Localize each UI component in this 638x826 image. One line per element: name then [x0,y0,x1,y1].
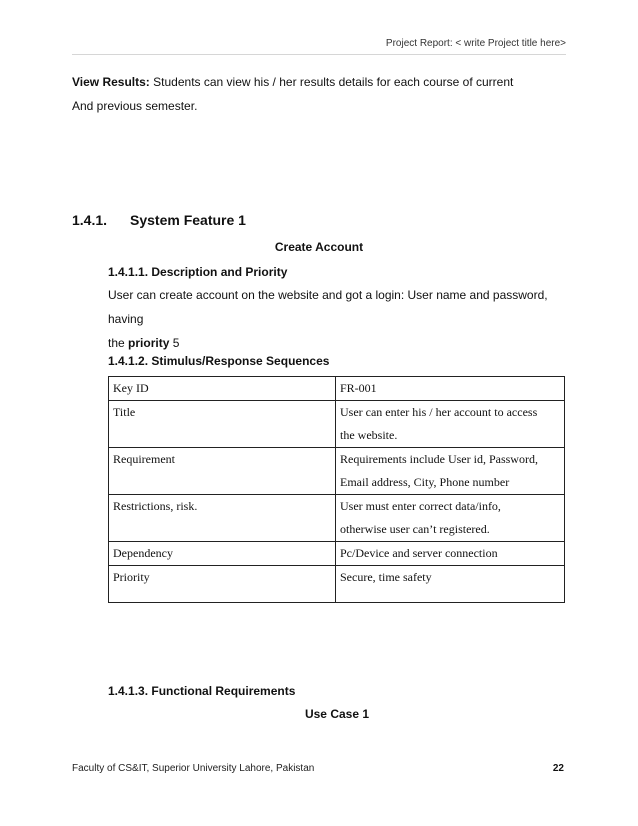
description-heading: 1.4.1.1. Description and Priority [108,265,288,279]
header-rule [72,54,566,55]
table-row [109,566,565,603]
view-results-text-line2: And previous semester. [72,99,198,113]
description-paragraph [108,283,573,355]
view-results-label: View Results: [72,75,150,89]
table-row [109,401,565,448]
description-line1: User can create account on the website and got a login: User name and password, having [108,288,548,326]
table-cell-value-line1: Requirements include User id, Password, [340,452,538,466]
table-row [109,495,565,542]
table-row [109,448,565,495]
view-results-text: Students can view his / her results details for each course of current [153,75,514,89]
table-cell-value [336,401,565,448]
table-row [109,542,565,566]
table-cell-value-line1: User can enter his / her account to access [340,405,538,419]
table-cell-value-line1: User must enter correct data/info, [340,499,501,513]
table-cell-key: Requirement [109,448,336,495]
create-account-heading: Create Account [274,240,364,254]
view-results-paragraph [72,70,572,118]
stimulus-heading: 1.4.1.2. Stimulus/Response Sequences [108,354,330,368]
section-number: 1.4.1. [72,212,108,228]
use-case-heading: Use Case 1 [304,707,370,721]
table-cell-key: Priority [109,566,336,603]
section-heading [72,212,246,228]
table-cell-key: Dependency [109,542,336,566]
description-line2 [108,331,573,355]
functional-requirements-heading: 1.4.1.3. Functional Requirements [108,684,296,698]
table-cell-value: FR-001 [336,377,565,401]
table-cell-value-line2: the website. [340,428,398,442]
table-cell-value-line2: otherwise user can’t registered. [340,522,490,536]
table-cell-value: Pc/Device and server connection [336,542,565,566]
table-cell-key: Title [109,401,336,448]
table-cell-value: Secure, time safety [336,566,565,603]
table-cell-key: Restrictions, risk. [109,495,336,542]
section-title: System Feature 1 [130,212,246,228]
priority-word: priority [128,336,170,350]
page-header: Project Report: < write Project title here> [385,38,566,49]
priority-value: 5 [172,336,180,350]
table-cell-value-line2: Email address, City, Phone number [340,475,510,489]
table-cell-key: Key ID [109,377,336,401]
description-prefix: the [108,336,125,350]
requirements-table [108,376,565,603]
table-cell-value [336,448,565,495]
page-number: 22 [552,763,564,774]
footer-faculty: Faculty of CS&IT, Superior University Lahore, Pakistan [72,763,315,774]
table-row [109,377,565,401]
table-cell-value [336,495,565,542]
